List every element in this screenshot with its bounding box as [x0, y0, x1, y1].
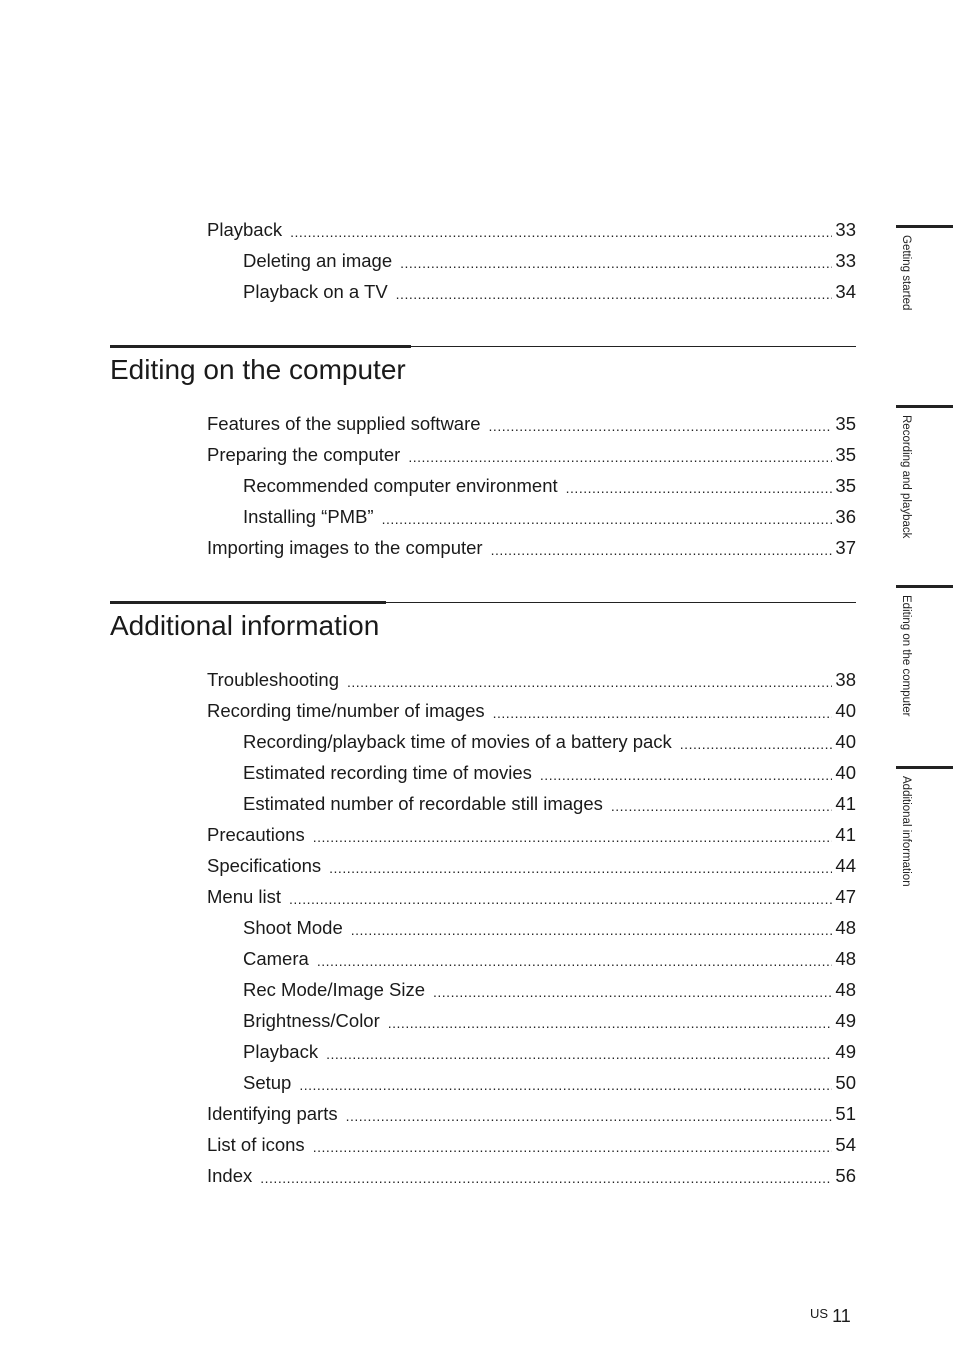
toc-subentry[interactable] — [207, 917, 856, 948]
toc-entry-page: 40 — [835, 700, 856, 721]
toc-subentry[interactable] — [207, 475, 856, 506]
dot-leader — [313, 1134, 833, 1158]
toc-subentry[interactable] — [207, 793, 856, 824]
toc-entry[interactable] — [207, 537, 856, 568]
side-tab-label: Getting started — [900, 235, 912, 311]
toc-entry-page: 48 — [835, 948, 856, 969]
toc-entry-page: 47 — [835, 886, 856, 907]
dot-leader — [260, 1165, 832, 1189]
toc-subentry[interactable] — [207, 762, 856, 793]
page-footer — [810, 1306, 851, 1327]
toc-entry-title: Playback on a TV — [243, 281, 388, 302]
side-tab-label: Recording and playback — [900, 415, 912, 539]
toc-entry-page: 50 — [835, 1072, 856, 1093]
toc-entry[interactable] — [207, 1134, 856, 1165]
toc-entry[interactable] — [207, 1103, 856, 1134]
dot-leader — [388, 1010, 833, 1034]
toc-entry[interactable] — [207, 444, 856, 475]
toc-entry[interactable] — [207, 855, 856, 886]
toc-entry-title: Recording/playback time of movies of a battery pack — [243, 731, 672, 752]
dot-leader — [566, 475, 833, 499]
toc-entry-title: Recording time/number of images — [207, 700, 485, 721]
toc-entry-page: 49 — [835, 1010, 856, 1031]
dot-leader — [346, 1103, 833, 1127]
side-tab-getting-started[interactable] — [896, 225, 953, 395]
dot-leader — [317, 948, 833, 972]
side-tab-label: Additional information — [900, 776, 912, 887]
toc-subentry[interactable] — [207, 1072, 856, 1103]
dot-leader — [680, 731, 833, 755]
toc-entry-title: Index — [207, 1165, 253, 1186]
toc-entry-title: Rec Mode/Image Size — [243, 979, 426, 1000]
side-tab-additional-information[interactable] — [896, 766, 953, 936]
dot-leader — [347, 669, 832, 693]
toc-entry-title: Preparing the computer — [207, 444, 401, 465]
toc-entry[interactable] — [207, 700, 856, 731]
toc-entry-page: 34 — [835, 281, 856, 302]
toc-entry-page: 41 — [835, 793, 856, 814]
toc-entry-title: Playback — [207, 219, 283, 240]
toc-section-editing — [207, 413, 856, 568]
toc-entry-title: Menu list — [207, 886, 282, 907]
toc-subentry[interactable] — [207, 1041, 856, 1072]
toc-entry-page: 48 — [835, 979, 856, 1000]
toc-subentry[interactable] — [207, 506, 856, 537]
toc-subentry[interactable] — [207, 250, 856, 281]
toc-entry-title: Estimated number of recordable still images — [243, 793, 603, 814]
toc-entry-title: Precautions — [207, 824, 305, 845]
section-title: Additional information — [110, 610, 380, 641]
dot-leader — [400, 250, 832, 274]
toc-subentry[interactable] — [207, 281, 856, 312]
toc-entry-title: Deleting an image — [243, 250, 393, 271]
toc-subentry[interactable] — [207, 1010, 856, 1041]
toc-entry-page: 35 — [835, 475, 856, 496]
toc-entry-page: 49 — [835, 1041, 856, 1062]
dot-leader — [313, 824, 833, 848]
toc-entry-title: List of icons — [207, 1134, 305, 1155]
toc-entry-title: Shoot Mode — [243, 917, 343, 938]
dot-leader — [289, 886, 832, 910]
toc-entry-title: Camera — [243, 948, 309, 969]
toc-entry-page: 41 — [835, 824, 856, 845]
toc-subentry[interactable] — [207, 731, 856, 762]
dot-leader — [396, 281, 833, 305]
toc-entry-title: Setup — [243, 1072, 292, 1093]
toc-entry-title: Installing “PMB” — [243, 506, 374, 527]
toc-entry-page: 54 — [835, 1134, 856, 1155]
toc-subentry[interactable] — [207, 948, 856, 979]
toc-entry-page: 40 — [835, 731, 856, 752]
toc-entry-page: 35 — [835, 444, 856, 465]
section-title: Editing on the computer — [110, 354, 406, 385]
toc-entry-page: 37 — [835, 537, 856, 558]
toc-entry[interactable] — [207, 413, 856, 444]
toc-entry-page: 33 — [835, 250, 856, 271]
toc-entry-title: Troubleshooting — [207, 669, 339, 690]
toc-entry-title: Features of the supplied software — [207, 413, 481, 434]
dot-leader — [382, 506, 833, 530]
toc-entry-page: 44 — [835, 855, 856, 876]
section-rule-accent — [110, 601, 386, 604]
dot-leader — [433, 979, 832, 1003]
toc-entry-page: 33 — [835, 219, 856, 240]
toc-entry-title: Identifying parts — [207, 1103, 338, 1124]
side-tab-bar — [896, 405, 953, 408]
page-number: 11 — [832, 1306, 851, 1326]
toc-subentry[interactable] — [207, 979, 856, 1010]
toc-entry[interactable] — [207, 824, 856, 855]
toc-entry-title: Importing images to the computer — [207, 537, 483, 558]
dot-leader — [408, 444, 832, 468]
dot-leader — [299, 1072, 832, 1096]
region-code: US — [810, 1306, 829, 1321]
dot-leader — [491, 537, 833, 561]
section-rule-accent — [110, 345, 411, 348]
dot-leader — [489, 413, 833, 437]
dot-leader — [540, 762, 833, 786]
side-tab-recording-playback[interactable] — [896, 405, 953, 575]
dot-leader — [351, 917, 833, 941]
dot-leader — [611, 793, 833, 817]
toc-entry-title: Recommended computer environment — [243, 475, 558, 496]
side-tab-label: Editing on the computer — [900, 595, 912, 717]
toc-entry[interactable] — [207, 1165, 856, 1196]
toc-entry[interactable] — [207, 669, 856, 700]
toc-entry-page: 48 — [835, 917, 856, 938]
toc-entry[interactable] — [207, 219, 856, 250]
side-tab-editing-computer[interactable] — [896, 585, 953, 755]
toc-entry-title: Brightness/Color — [243, 1010, 380, 1031]
toc-entry-title: Playback — [243, 1041, 319, 1062]
toc-entry-title: Specifications — [207, 855, 322, 876]
toc-entry-page: 56 — [835, 1165, 856, 1186]
toc-top — [207, 219, 856, 312]
toc-section-additional — [207, 669, 856, 1196]
dot-leader — [326, 1041, 832, 1065]
toc-entry-page: 38 — [835, 669, 856, 690]
dot-leader — [290, 219, 832, 243]
toc-entry-title: Estimated recording time of movies — [243, 762, 532, 783]
toc-entry-page: 36 — [835, 506, 856, 527]
dot-leader — [329, 855, 832, 879]
side-tab-bar — [896, 225, 953, 228]
dot-leader — [493, 700, 833, 724]
toc-entry-page: 35 — [835, 413, 856, 434]
toc-entry-page: 51 — [835, 1103, 856, 1124]
toc-entry-page: 40 — [835, 762, 856, 783]
toc-entry[interactable] — [207, 886, 856, 917]
side-tab-bar — [896, 766, 953, 769]
side-tab-bar — [896, 585, 953, 588]
